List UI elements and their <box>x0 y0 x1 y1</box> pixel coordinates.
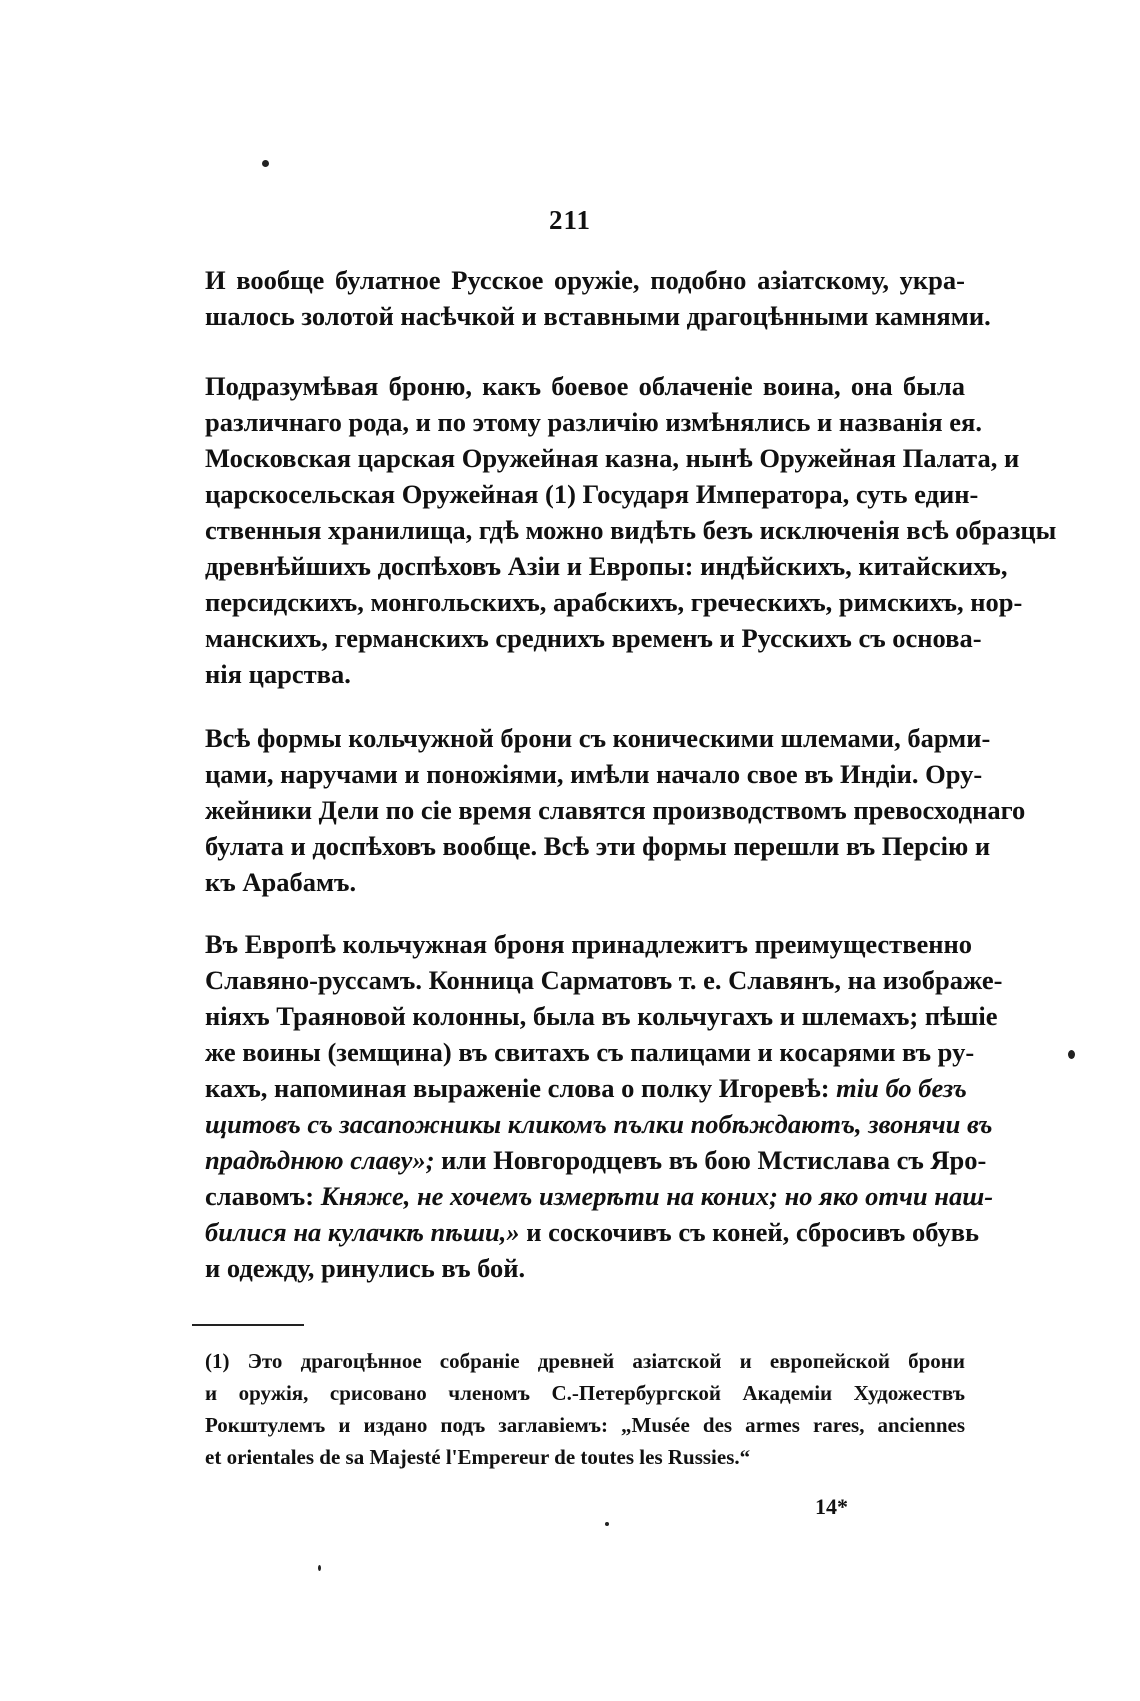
plain-text: славомъ: <box>205 1181 321 1211</box>
plain-text: и соскочивъ съ коней, сбросивъ обувь <box>519 1217 980 1247</box>
plain-text: или Новгородцевъ въ бою Мстислава съ Яро- <box>434 1145 987 1175</box>
footnote-line: и оружія, срисовано членомъ С.-Петербургской Академіи Художествъ <box>205 1381 965 1405</box>
text-line: къ Арабамъ. <box>205 867 357 897</box>
text-line: царскосельская Оружейная (1) Государя Императора, суть един- <box>205 479 979 509</box>
italic-quote: билися на кулачкѣ пѣши,» <box>205 1217 520 1247</box>
ink-speck <box>262 160 269 167</box>
page-number: 211 <box>548 205 591 235</box>
text-line: же воины (земщина) въ свитахъ съ палицами и косарями въ ру- <box>205 1037 975 1067</box>
text-line: нія царства. <box>205 659 351 689</box>
footnote <box>205 1345 965 1473</box>
paragraph-2 <box>205 368 1057 692</box>
text-line: древнѣйшихъ доспѣховъ Азіи и Европы: индѣйскихъ, китайскихъ, <box>205 551 1008 581</box>
italic-quote-line: щитовъ съ засапожникы кликомъ пълки побѣждаютъ, звонячи въ <box>205 1109 993 1139</box>
footnote-line: Рокштулемъ и издано подъ заглавіемъ: „Musée des armes rares, anciennes <box>205 1413 965 1437</box>
italic-quote: тіи бо безъ <box>836 1073 967 1103</box>
italic-quote: прадѣднюю славу»; <box>205 1145 435 1175</box>
text-line: жейники Дели по сіе время славятся производствомъ превосходнаго <box>205 795 1026 825</box>
paragraph-1 <box>205 262 991 334</box>
text-line: И вообще булатное Русское оружіе, подобно азіатскому, укра- <box>205 265 965 295</box>
text-line: Всѣ формы кольчужной брони съ коническими шлемами, барми- <box>205 723 991 753</box>
ink-speck <box>318 1565 321 1571</box>
ink-speck <box>605 1522 609 1526</box>
text-line: персидскихъ, монгольскихъ, арабскихъ, греческихъ, римскихъ, нор- <box>205 587 1023 617</box>
footnote-divider <box>192 1324 304 1326</box>
plain-text: кахъ, напоминая выраженіе слова о полку Игоревѣ: <box>205 1073 837 1103</box>
text-line: Славяно-руссамъ. Конница Сарматовъ т. е. Славянъ, на изображе- <box>205 965 1003 995</box>
signature-mark: 14* <box>815 1494 848 1519</box>
text-line: ніяхъ Траяновой колонны, была въ кольчугахъ и шлемахъ; пѣшіе <box>205 1001 998 1031</box>
footnote-line: (1) Это драгоцѣнное собраніе древней азіатской и европейской брони <box>205 1349 965 1373</box>
text-line: цами, наручами и поножіями, имѣли начало свое въ Индіи. Ору- <box>205 759 983 789</box>
italic-quote: Княже, не хочемъ измерѣти на коних; но яко отчи наш- <box>320 1181 994 1211</box>
footnote-line: et orientales de sa Majesté l'Empereur de toutes les Russies.“ <box>205 1445 751 1469</box>
paragraph-4 <box>205 926 1003 1286</box>
text-line: Московская царская Оружейная казна, нынѣ Оружейная Палата, и <box>205 443 1020 473</box>
ink-speck <box>1068 1050 1075 1059</box>
text-line: различнаго рода, и по этому различію измѣнялись и названія ея. <box>205 407 982 437</box>
text-line: и одежду, ринулись въ бой. <box>205 1253 526 1283</box>
text-line-mixed <box>205 1178 994 1214</box>
text-line-mixed <box>205 1142 987 1178</box>
text-line: булата и доспѣховъ вообще. Всѣ эти формы перешли въ Персію и <box>205 831 991 861</box>
paragraph-3 <box>205 720 1026 900</box>
text-line: Въ Европѣ кольчужная броня принадлежитъ преимущественно <box>205 929 973 959</box>
main-text <box>205 262 1057 1304</box>
text-line: ственныя хранилища, гдѣ можно видѣть безъ исключенія всѣ образцы <box>205 515 1057 545</box>
text-line: Подразумѣвая броню, какъ боевое облаченіе воина, она была <box>205 371 965 401</box>
text-line: шалось золотой насѣчкой и вставными драгоцѣнными камнями. <box>205 301 991 331</box>
text-line: манскихъ, германскихъ среднихъ временъ и Русскихъ съ основа- <box>205 623 982 653</box>
text-line-mixed <box>205 1214 980 1250</box>
text-line-mixed <box>205 1070 965 1106</box>
